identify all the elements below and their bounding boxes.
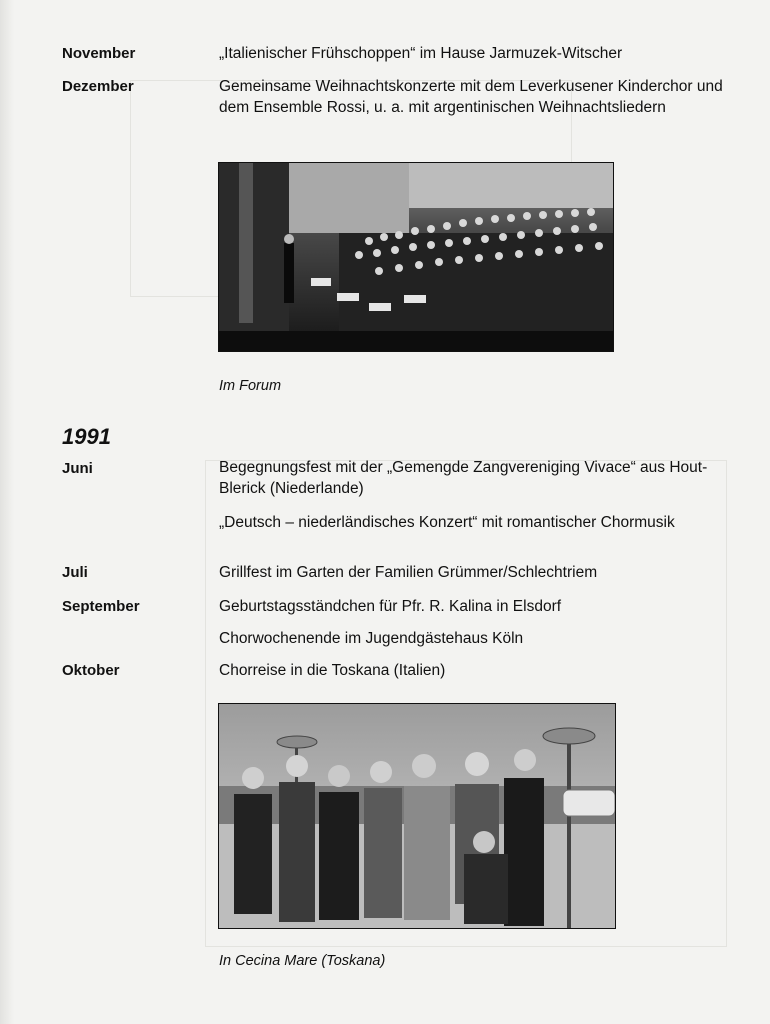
- entry-text-oktober: Chorreise in die Toskana (Italien): [219, 662, 446, 679]
- entry-month-juli: Juli: [62, 564, 88, 581]
- entry-month-juni: Juni: [62, 460, 93, 477]
- concert-photo-caption: Im Forum: [219, 378, 282, 394]
- entry-text-juli: Grillfest im Garten der Familien Grümmer/Schlechtriem: [219, 564, 598, 581]
- entry-month-november: November: [62, 45, 136, 62]
- group-photo-caption: In Cecina Mare (Toskana): [219, 953, 386, 969]
- entry-month-dezember: Dezember: [62, 78, 134, 95]
- entry-month-september: September: [62, 598, 140, 615]
- page-edge: [0, 0, 14, 1024]
- entry-text-september-2: Chorwochenende im Jugendgästehaus Köln: [219, 630, 524, 647]
- entry-month-oktober: Oktober: [62, 662, 120, 679]
- entry-text-november: „Italienischer Frühschoppen“ im Hause Jarmuzek-Witscher: [219, 45, 623, 62]
- entry-text-dezember: Gemeinsame Weihnachtskonzerte mit dem Leverkusener Kinderchor und dem Ensemble Rossi, u. a. mit argentinischen Weihnachtsliedern: [219, 78, 723, 116]
- year-heading: 1991: [62, 424, 111, 449]
- entry-text-september-1: Geburtstagsständchen für Pfr. R. Kalina in Elsdorf: [219, 598, 562, 615]
- entry-text-juni-2: „Deutsch – niederländisches Konzert“ mit romantischer Chormusik: [219, 514, 675, 531]
- concert-photo: [218, 162, 614, 352]
- entry-text-juni-1: Begegnungsfest mit der „Gemengde Zangvereniging Vivace“ aus Hout-Blerick (Niederlande): [219, 459, 708, 497]
- group-photo: [218, 703, 616, 929]
